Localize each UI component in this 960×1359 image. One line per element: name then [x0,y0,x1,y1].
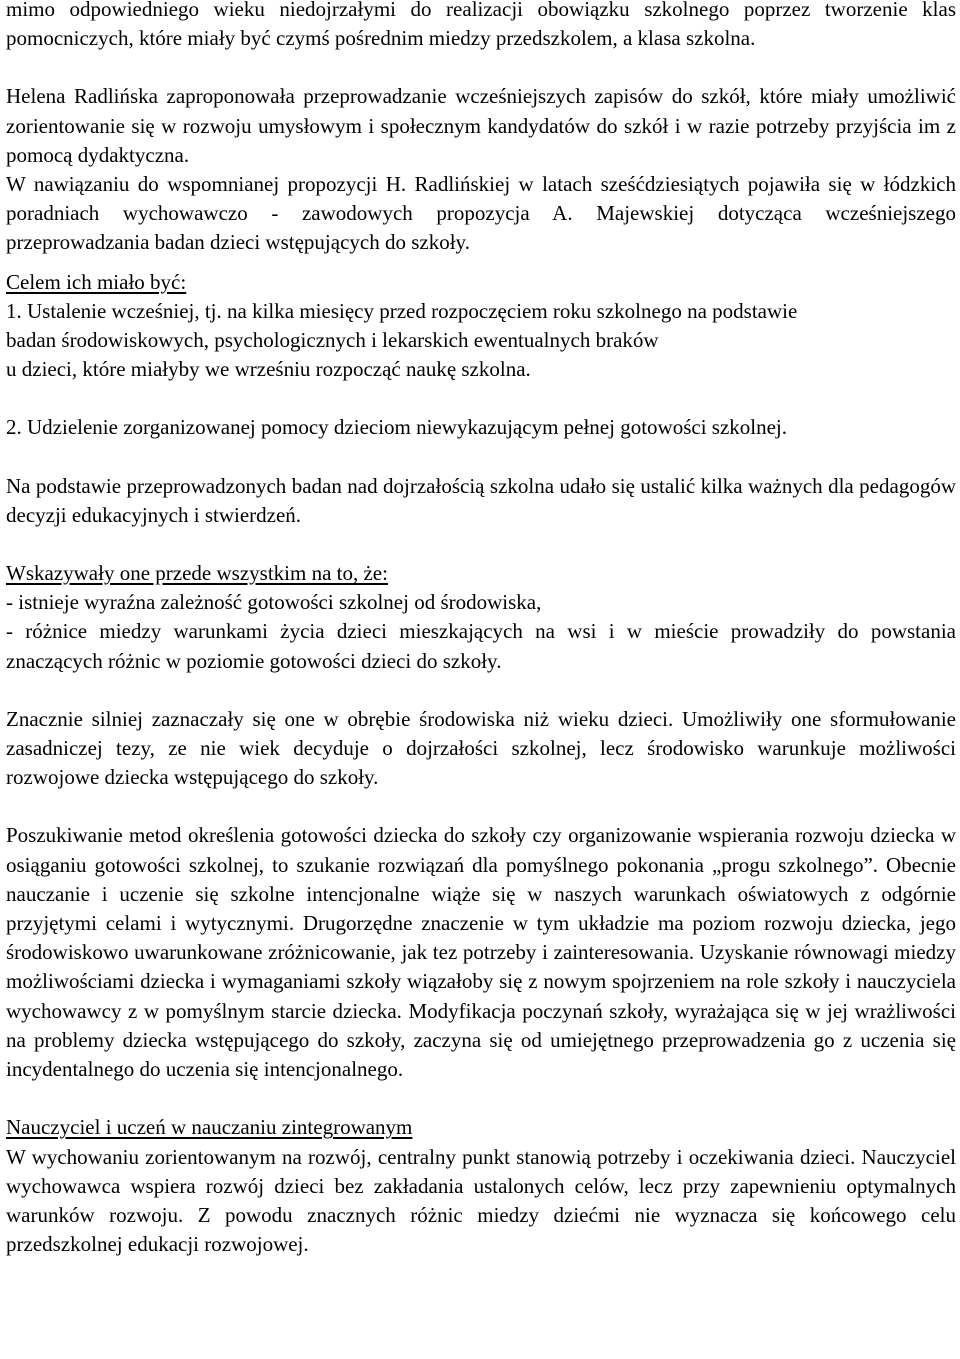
goal-2: 2. Udzielenie zorganizowanej pomocy dzieciom niewykazującym pełnej gotowości szkolnej. [6,415,788,440]
paragraph-school-threshold: Poszukiwanie metod określenia gotowości dziecka do szkoły czy organizowanie wspierania rozwoju dziecka w osiąganiu gotowości szkolnej, to szukanie rozwiązań dla pomyślnego pokonania „progu szkolnego”. Obecnie nauczanie i uczenie się szkolne intencjonalne wiąże się w naszych warunkach oświatowych z odgórnie przyjętymi celami i wytycznymi. Drugorzędne znaczenie w tym układzie ma poziom rozwoju dziecka, jego środowiskowo uwarunkowane zróżnicowanie, jak tez potrzeby i zainteresowania. Uzyskanie równowagi miedzy możliwościami dziecka i wymaganiami szkoły wiązałoby się z nowym spojrzeniem na role szkoły i nauczyciela wychowawcy z w pomyślnym starcie dziecka. Modyfikacja poczynań szkoły, wyrażająca się w jej wrażliwości na problemy dziecka wstępującego do szkoły, zaczyna się od umiejętnego przeprowadzenia go z uczenia się incydentalnego do uczenia się intencjonalnego. [6,823,956,1082]
spacer [6,258,956,268]
goal-1-line-1: 1. Ustalenie wcześniej, tj. na kilka miesięcy przed rozpoczęciem roku szkolnego na podstawie [6,298,798,323]
goal-1-line-2: badan środowiskowych, psychologicznych i lekarskich ewentualnych braków [6,328,659,353]
spacer [6,1084,956,1113]
document-page [6,0,956,1259]
spacer [6,530,956,559]
spacer [6,443,956,472]
bullet-environment-dependency: - istnieje wyraźna zależność gotowości szkolnej od środowiska, [6,590,542,615]
heading-goals: Celem ich miało być: [6,269,187,294]
spacer [6,676,956,705]
heading-teacher-student: Nauczyciel i uczeń w nauczaniu zintegrowanym [6,1115,413,1140]
bullet-rural-urban-differences: - różnice miedzy warunkami życia dzieci mieszkających na wsi i w mieście prowadziły do powstania znaczących różnic w poziomie gotowości dzieci do szkoły. [6,619,956,673]
paragraph-developmental-education: W wychowaniu zorientowanym na rozwój, centralny punkt stanowią potrzeby i oczekiwania dzieci. Nauczyciel wychowawca wspiera rozwój dzieci bez zakładania ustalonych celów, lecz przy zapewnieniu optymalnych warunków rozwoju. Z powodu znacznych różnic miedzy dziećmi nie wyznacza się końcowego celu przedszkolnej edukacji rozwojowej. [6,1144,956,1257]
paragraph-environment-thesis: Znacznie silniej zaznaczały się one w obrębie środowiska niż wieku dzieci. Umożliwiły one sformułowanie zasadniczej tezy, ze nie wiek decyduje o dojrzałości szkolnej, lecz środowisko warunkuje możliwości rozwojowe dziecka wstępującego do szkoły. [6,706,956,790]
heading-indications: Wskazywały one przede wszystkim na to, że: [6,561,388,586]
paragraph-research-results: Na podstawie przeprowadzonych badan nad dojrzałością szkolna udało się ustalić kilka ważnych dla pedagogów decyzji edukacyjnych i stwierdzeń. [6,473,956,527]
spacer [6,792,956,821]
goal-1-line-3: u dzieci, które miałyby we wrześniu rozpocząć naukę szkolna. [6,357,531,382]
spacer [6,53,956,82]
paragraph-majewska-proposal: W nawiązaniu do wspomnianej propozycji H. Radlińskiej w latach sześćdziesiątych pojawiła się w łódzkich poradniach wychowawczo - zawodowych propozycja A. Majewskiej dotycząca wcześniejszego przeprowadzania badan dzieci wstępujących do szkoły. [6,172,956,255]
spacer [6,384,956,413]
paragraph-intro-continuation: mimo odpowiedniego wieku niedojrzałymi do realizacji obowiązku szkolnego poprzez tworzenie klas pomocniczych, które miały być czymś pośrednim miedzy przedszkolem, a klasa szkolna. [6,0,956,51]
paragraph-radlinska-proposal: Helena Radlińska zaproponowała przeprowadzanie wcześniejszych zapisów do szkół, które miały umożliwić zorientowanie się w rozwoju umysłowym i społecznym kandydatów do szkół i w razie potrzeby przyjścia im z pomocą dydaktyczna. [6,84,956,167]
